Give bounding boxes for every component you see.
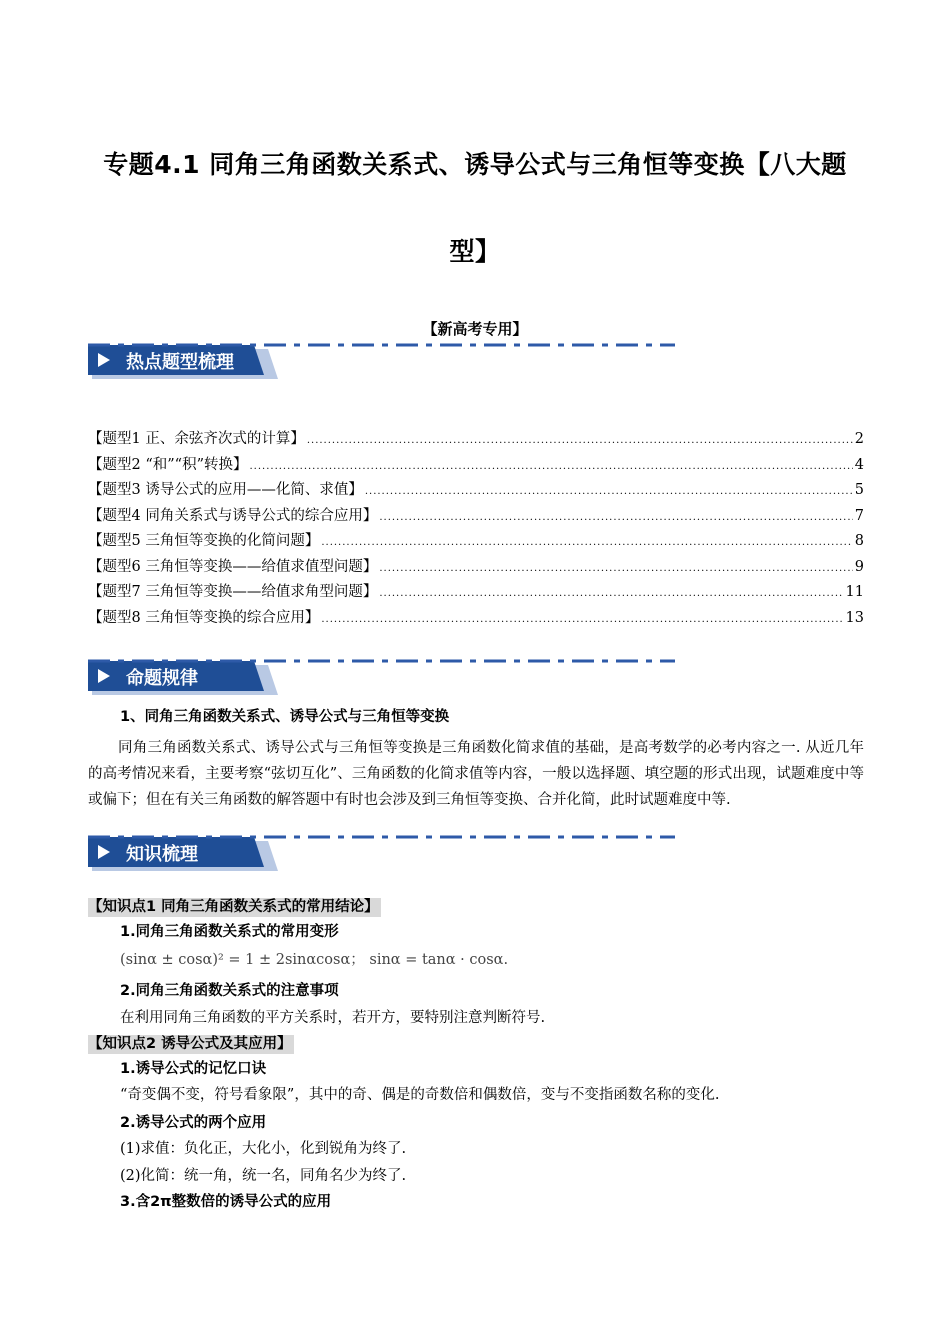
toc-item[interactable] [88,529,864,555]
table-of-contents [88,427,864,631]
knowledge-point-1-label: 【知识点1 同角三角函数关系式的常用结论】 [88,899,379,915]
kp1-text-2: 在利用同角三角函数的平方关系时，若开方，要特别注意判断符号. [120,1010,546,1026]
toc-item[interactable] [88,427,864,453]
document-title-line2: 型】 [449,237,501,266]
toc-item-title: 【题型2 “和”“积”转换】 [88,456,248,473]
toc-item-page: 5 [854,482,864,498]
toc-item-page: 4 [854,456,864,473]
toc-item-page: 7 [854,507,864,524]
document-subtitle: 【新高考专用】 [422,320,528,338]
toc-leader [307,428,853,454]
toc-item[interactable] [88,504,864,530]
toc-item-title: 【题型1 正、余弦齐次式的计算】 [88,431,305,447]
banner-label: 命题规律 [126,668,198,689]
section-banner-hot [88,343,863,383]
toc-item-title: 【题型3 诱导公式的应用——化简、求值】 [88,482,363,498]
toc-item-page: 13 [845,609,864,626]
toc-item[interactable] [88,453,864,479]
section-banner-knowledge [88,835,863,875]
kp1-heading-2: 2.同角三角函数关系式的注意事项 [120,983,339,999]
toc-leader [321,607,843,633]
rules-paragraph: 同角三角函数关系式、诱导公式与三角恒等变换是三角函数化简求值的基础，是高考数学的必考内容之一. 从近几年的高考情况来看，主要考察“弦切互化”、三角函数的化简求值等内容，一般以选择题、填空题的形式出现，试题难度中等或偏下；但在有关三角函数的解答题中有时也会涉及到三角恒等变换、合并化简，此时试题难度中等. [88,740,864,808]
knowledge-point-2-label: 【知识点2 诱导公式及其应用】 [88,1036,292,1052]
dash-dot-divider [88,835,675,839]
toc-leader [379,505,852,531]
toc-leader [250,454,853,480]
toc-item-title: 【题型5 三角恒等变换的化简问题】 [88,533,320,549]
dash-dot-divider [88,343,675,347]
toc-item-page: 2 [854,431,864,447]
toc-leader [379,581,843,607]
toc-item-title: 【题型7 三角恒等变换——给值求角型问题】 [88,584,378,600]
section-banner-rules [88,659,863,699]
kp2-text-1: “奇变偶不变，符号看象限”，其中的奇、偶是的奇数倍和偶数倍，变与不变指函数名称的变化. [120,1087,720,1103]
toc-item[interactable] [88,580,864,606]
banner-label: 热点题型梳理 [126,352,234,373]
dash-dot-divider [88,659,675,663]
toc-item[interactable] [88,555,864,581]
toc-item-page: 8 [854,533,864,549]
toc-leader [321,530,852,556]
toc-item-title: 【题型6 三角恒等变换——给值求值型问题】 [88,558,378,575]
kp2-text-2b: (2)化简：统一角，统一名，同角名少为终了. [120,1168,407,1184]
kp2-text-2a: (1)求值：负化正，大化小，化到锐角为终了. [120,1141,407,1157]
rules-section [88,705,864,813]
banner-label: 知识梳理 [126,844,198,865]
kp1-formula: (sinα ± cosα)² = 1 ± 2sinαcosα； sinα = tanα · cosα. [120,952,509,968]
toc-leader [379,556,852,582]
toc-item-page: 11 [845,584,864,600]
toc-item[interactable] [88,606,864,632]
kp1-heading-1: 1.同角三角函数关系式的常用变形 [120,924,339,940]
toc-item-title: 【题型8 三角恒等变换的综合应用】 [88,609,320,626]
toc-leader [365,479,853,505]
kp2-heading-2: 2.诱导公式的两个应用 [120,1115,267,1131]
kp2-heading-3: 3.含2π整数倍的诱导公式的应用 [120,1194,332,1210]
rules-heading: 1、同角三角函数关系式、诱导公式与三角恒等变换 [120,709,450,725]
kp2-heading-1: 1.诱导公式的记忆口诀 [120,1061,267,1077]
toc-item[interactable] [88,478,864,504]
toc-item-title: 【题型4 同角关系式与诱导公式的综合应用】 [88,507,378,524]
toc-item-page: 9 [854,558,864,575]
document-title-line1: 专题4.1 同角三角函数关系式、诱导公式与三角恒等变换【八大题 [103,150,847,179]
